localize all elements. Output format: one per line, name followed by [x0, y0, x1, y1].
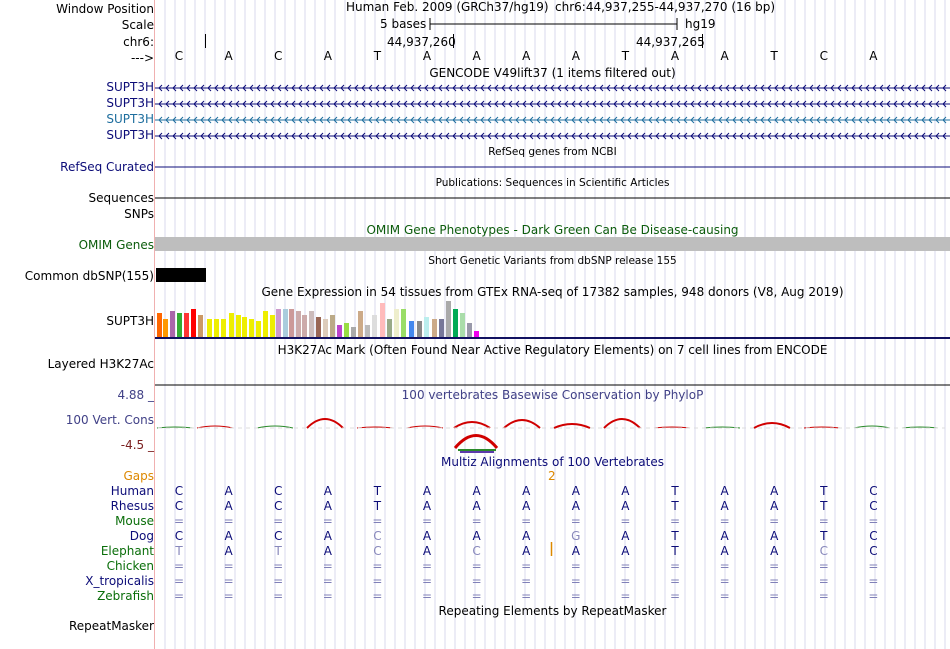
alignment-base: = — [620, 589, 631, 603]
alignment-base: T — [175, 544, 183, 558]
alignment-base: = — [273, 589, 284, 603]
omim-track-label[interactable]: OMIM Genes — [78, 238, 154, 252]
alignment-base: = — [521, 574, 532, 588]
gencode-item-label[interactable]: SUPT3H — [106, 128, 154, 142]
alignment-base: T — [671, 499, 679, 513]
alignment-base: = — [223, 514, 234, 528]
gtex-tissue-bar[interactable] — [467, 323, 472, 337]
gtex-tissue-bar[interactable] — [337, 325, 342, 337]
alignment-base: = — [669, 514, 681, 528]
alignment-base: A — [224, 499, 233, 513]
base-letter: C — [174, 49, 184, 63]
gtex-tissue-bar[interactable] — [453, 309, 458, 337]
gtex-tissue-bar[interactable] — [242, 317, 247, 337]
alignment-base: T — [820, 499, 828, 513]
alignment-base: = — [669, 559, 681, 573]
alignment-base: = — [372, 559, 383, 573]
base-letter: C — [273, 49, 283, 63]
sequences-track-label[interactable]: Sequences — [88, 191, 154, 205]
alignment-base: C — [869, 499, 878, 513]
alignment-base: = — [570, 559, 581, 573]
gtex-tissue-bar[interactable] — [380, 303, 385, 337]
alignment-base: = — [322, 514, 333, 528]
alignment-base: A — [621, 544, 630, 558]
species-label-elephant[interactable]: Elephant — [100, 544, 154, 558]
coordinate-tick-label: 44,937,265 — [636, 35, 705, 49]
alignment-base: A — [571, 499, 580, 513]
alignment-base: C — [174, 529, 184, 543]
alignment-base: = — [719, 514, 730, 528]
alignment-base: = — [322, 574, 333, 588]
gtex-tissue-bar[interactable] — [365, 325, 370, 337]
gtex-tissue-bar[interactable] — [323, 319, 328, 337]
alignment-base: = — [769, 589, 780, 603]
gtex-tissue-bar[interactable] — [460, 313, 465, 337]
base-letter: A — [422, 49, 432, 63]
alignment-base: A — [571, 484, 580, 498]
gtex-tissue-bar[interactable] — [221, 319, 226, 337]
refseq-track-title: RefSeq genes from NCBI — [488, 146, 617, 158]
base-letter: C — [819, 49, 828, 63]
conservation-track-label[interactable]: 100 Vert. Cons — [65, 413, 154, 427]
strand-label: ---> — [130, 51, 154, 65]
alignment-base: = — [719, 559, 730, 573]
database-name: hg19 — [685, 17, 716, 31]
alignment-base: = — [669, 574, 681, 588]
alignment-base: T — [373, 484, 382, 498]
base-letter: A — [323, 49, 332, 63]
dbsnp-variant-block — [156, 268, 206, 282]
gencode-item-label[interactable]: SUPT3H — [106, 96, 154, 110]
gap-count: 2 — [548, 469, 556, 483]
alignment-base: A — [571, 544, 580, 558]
gtex-tissue-bar[interactable] — [302, 315, 307, 337]
species-label-chicken[interactable]: Chicken — [106, 559, 154, 573]
alignment-base: = — [620, 574, 631, 588]
gtex-tissue-bar[interactable] — [256, 321, 261, 337]
base-letter: T — [373, 49, 382, 63]
alignment-base: = — [719, 589, 730, 603]
gtex-tissue-bar[interactable] — [409, 321, 414, 337]
alignment-base: A — [720, 544, 729, 558]
scale-bar-text: 5 bases — [380, 17, 427, 31]
alignment-base: A — [224, 544, 233, 558]
gtex-track-title: Gene Expression in 54 tissues from GTEx RNA-seq of 17382 samples, 948 donors (V8, Aug 2019) — [261, 285, 844, 299]
alignment-base: A — [770, 529, 779, 543]
alignment-base: = — [471, 559, 482, 573]
alignment-base: = — [421, 514, 433, 528]
alignment-base: A — [472, 529, 481, 543]
gtex-tissue-bar[interactable] — [198, 315, 203, 337]
alignment-base: C — [819, 544, 828, 558]
alignment-base: = — [818, 574, 829, 588]
alignment-base: = — [818, 559, 829, 573]
gtex-tissue-bar[interactable] — [394, 309, 399, 337]
alignment-base: = — [173, 589, 185, 603]
alignment-base: A — [422, 529, 432, 543]
alignment-base: C — [869, 529, 878, 543]
gtex-tissue-bar[interactable] — [309, 311, 314, 337]
alignment-base: = — [818, 589, 829, 603]
gtex-tissue-bar[interactable] — [358, 311, 363, 337]
alignment-base: C — [869, 484, 878, 498]
alignment-base: = — [322, 589, 333, 603]
scale-label: Scale — [121, 18, 154, 32]
gtex-tissue-bar[interactable] — [184, 313, 189, 337]
alignment-base: = — [223, 589, 234, 603]
multiz-track-title: Multiz Alignments of 100 Vertebrates — [440, 455, 665, 469]
repeatmasker-track-title: Repeating Elements by RepeatMasker — [438, 604, 667, 618]
alignment-base: = — [521, 514, 532, 528]
alignment-base: A — [621, 499, 630, 513]
base-letter: A — [670, 49, 680, 63]
alignment-base: = — [818, 514, 829, 528]
alignment-base: C — [273, 499, 283, 513]
alignment-base: = — [868, 559, 879, 573]
alignment-base: C — [373, 544, 382, 558]
gtex-tissue-bar[interactable] — [474, 331, 479, 337]
alignment-base: C — [869, 544, 878, 558]
gtex-tissue-bar[interactable] — [170, 311, 175, 337]
dbsnp-track-label[interactable]: Common dbSNP(155) — [24, 269, 154, 283]
alignment-base: = — [372, 574, 383, 588]
alignment-base: = — [223, 559, 234, 573]
alignment-base: = — [223, 574, 234, 588]
alignment-base: A — [422, 484, 432, 498]
species-label-mouse[interactable]: Mouse — [115, 514, 154, 528]
gtex-tissue-bar[interactable] — [229, 313, 234, 337]
gtex-tissue-bar[interactable] — [344, 323, 349, 337]
conservation-max-label: 4.88 _ — [117, 388, 154, 402]
snps-track-label[interactable]: SNPs — [124, 207, 154, 221]
gtex-tissue-bar[interactable] — [316, 317, 321, 337]
alignment-base: = — [173, 559, 185, 573]
species-label-x_tropicalis[interactable]: X_tropicalis — [85, 574, 154, 588]
alignment-base: A — [522, 529, 531, 543]
alignment-base: = — [868, 574, 879, 588]
alignment-base: A — [224, 529, 233, 543]
alignment-base: = — [868, 589, 879, 603]
alignment-base: = — [521, 589, 532, 603]
conservation-track-title: 100 vertebrates Basewise Conservation by PhyloP — [401, 388, 704, 402]
species-label-zebrafish[interactable]: Zebrafish — [97, 589, 154, 603]
gencode-item-label[interactable]: SUPT3H — [106, 80, 154, 94]
gtex-tissue-bar[interactable] — [387, 319, 392, 337]
alignment-base: C — [273, 484, 283, 498]
alignment-base: = — [173, 514, 185, 528]
alignment-base: A — [323, 529, 332, 543]
omim-gene-block — [155, 237, 950, 251]
alignment-base: = — [471, 589, 482, 603]
alignment-base: A — [422, 499, 432, 513]
alignment-base: = — [173, 574, 185, 588]
alignment-base: A — [621, 529, 630, 543]
alignment-base: T — [274, 544, 282, 558]
gencode-track-title: GENCODE V49lift37 (1 items filtered out) — [429, 66, 676, 80]
gtex-tissue-bar[interactable] — [330, 315, 335, 337]
alignment-base: = — [570, 514, 581, 528]
gtex-tissue-bar[interactable] — [276, 309, 281, 337]
alignment-base: = — [471, 514, 482, 528]
gtex-tissue-bar[interactable] — [236, 315, 241, 337]
alignment-base: A — [720, 529, 729, 543]
base-letter: A — [224, 49, 233, 63]
alignment-base: = — [421, 574, 433, 588]
alignment-base: = — [372, 589, 383, 603]
gtex-tissue-bar[interactable] — [289, 309, 294, 337]
gtex-tissue-bar[interactable] — [207, 319, 212, 337]
repeatmasker-track-label[interactable]: RepeatMasker — [68, 619, 154, 633]
gtex-tissue-bar[interactable] — [270, 315, 275, 337]
alignment-base: A — [720, 499, 729, 513]
alignment-base: = — [421, 559, 433, 573]
position-readout: chr6:44,937,255-44,937,270 (16 bp) — [555, 0, 776, 14]
alignment-base: = — [620, 514, 631, 528]
alignment-base: A — [422, 544, 432, 558]
alignment-base: A — [522, 499, 531, 513]
publications-track-title: Publications: Sequences in Scientific Articles — [435, 177, 670, 189]
alignment-base: = — [769, 514, 780, 528]
alignment-base: A — [720, 484, 729, 498]
alignment-base: A — [522, 484, 531, 498]
gtex-tissue-bar[interactable] — [283, 309, 288, 337]
gtex-tissue-bar[interactable] — [417, 321, 422, 337]
alignment-base: = — [273, 574, 284, 588]
h3k27ac-track-label[interactable]: Layered H3K27Ac — [47, 357, 154, 371]
alignment-base: A — [621, 484, 630, 498]
conservation-min-label: -4.5 _ — [120, 438, 154, 452]
gtex-tissue-bar[interactable] — [191, 309, 196, 337]
gtex-tissue-bar[interactable] — [249, 319, 254, 337]
alignment-base: = — [421, 589, 433, 603]
alignment-base: A — [770, 484, 779, 498]
gaps-label: Gaps — [123, 469, 154, 483]
gtex-tissue-bar[interactable] — [372, 315, 377, 337]
alignment-base: = — [669, 589, 681, 603]
chromosome-label: chr6: — [123, 35, 154, 49]
base-letter: A — [869, 49, 878, 63]
alignment-base: = — [570, 589, 581, 603]
gtex-tissue-bar[interactable] — [163, 319, 168, 337]
alignment-base: C — [273, 529, 283, 543]
gtex-tissue-bar[interactable] — [432, 319, 437, 337]
base-letter: T — [770, 49, 778, 63]
gtex-tissue-bar[interactable] — [214, 319, 219, 337]
assembly-name: Human Feb. 2009 (GRCh37/hg19) — [346, 0, 549, 14]
alignment-base: A — [770, 499, 779, 513]
alignment-base: = — [372, 514, 383, 528]
alignment-base: = — [868, 514, 879, 528]
alignment-base: = — [719, 574, 730, 588]
alignment-base: = — [620, 559, 631, 573]
alignment-base: C — [472, 544, 481, 558]
gtex-tissue-bar[interactable] — [439, 319, 444, 337]
alignment-base: = — [273, 559, 284, 573]
alignment-base: = — [471, 574, 482, 588]
base-letter: A — [522, 49, 531, 63]
alignment-base: G — [571, 529, 581, 543]
omim-track-title: OMIM Gene Phenotypes - Dark Green Can Be Disease-causing — [366, 223, 739, 237]
alignment-base: = — [273, 514, 284, 528]
alignment-base: T — [373, 499, 382, 513]
species-label-rhesus[interactable]: Rhesus — [110, 499, 154, 513]
gtex-tissue-bar[interactable] — [263, 311, 268, 337]
alignment-base: T — [820, 529, 828, 543]
gtex-tissue-bar[interactable] — [446, 301, 451, 337]
h3k27ac-track-title: H3K27Ac Mark (Often Found Near Active Regulatory Elements) on 7 cell lines from ENCODE — [277, 343, 828, 357]
alignment-base: = — [521, 559, 532, 573]
gtex-track-label[interactable]: SUPT3H — [106, 314, 154, 328]
alignment-base: = — [769, 574, 780, 588]
gtex-bar-chart — [155, 299, 950, 337]
alignment-base: C — [174, 499, 184, 513]
species-label-human[interactable]: Human — [110, 484, 154, 498]
gtex-tissue-bar[interactable] — [157, 313, 162, 337]
alignment-base: T — [820, 484, 828, 498]
alignment-base: T — [671, 544, 679, 558]
refseq-track-label[interactable]: RefSeq Curated — [60, 160, 154, 174]
dbsnp-track-title: Short Genetic Variants from dbSNP release 155 — [428, 255, 677, 267]
alignment-base: = — [570, 574, 581, 588]
multiz-conservation-peak — [455, 436, 497, 449]
gtex-tissue-bar[interactable] — [296, 311, 301, 337]
alignment-base: A — [323, 499, 332, 513]
alignment-base: = — [322, 559, 333, 573]
gtex-tissue-bar[interactable] — [424, 317, 429, 337]
gtex-tissue-bar[interactable] — [351, 327, 356, 337]
gtex-tissue-bar[interactable] — [177, 313, 182, 337]
base-letter: A — [571, 49, 580, 63]
alignment-base: A — [472, 484, 481, 498]
species-label-dog[interactable]: Dog — [129, 529, 154, 543]
alignment-base: A — [472, 499, 481, 513]
alignment-base: A — [323, 544, 332, 558]
alignment-base: A — [224, 484, 233, 498]
alignment-base: A — [770, 544, 779, 558]
alignment-base: C — [174, 484, 184, 498]
base-letter: A — [472, 49, 481, 63]
alignment-base: C — [373, 529, 382, 543]
gencode-item-label[interactable]: SUPT3H — [106, 112, 154, 126]
alignment-base: A — [323, 484, 332, 498]
base-letter: A — [720, 49, 729, 63]
coordinate-tick-label: 44,937,260 — [387, 35, 456, 49]
alignment-base: T — [671, 484, 679, 498]
alignment-base: = — [769, 559, 780, 573]
gtex-tissue-bar[interactable] — [401, 309, 406, 337]
base-letter: T — [621, 49, 630, 63]
alignment-base: A — [522, 544, 531, 558]
window-position-label: Window Position — [56, 2, 154, 16]
alignment-base: T — [671, 529, 679, 543]
